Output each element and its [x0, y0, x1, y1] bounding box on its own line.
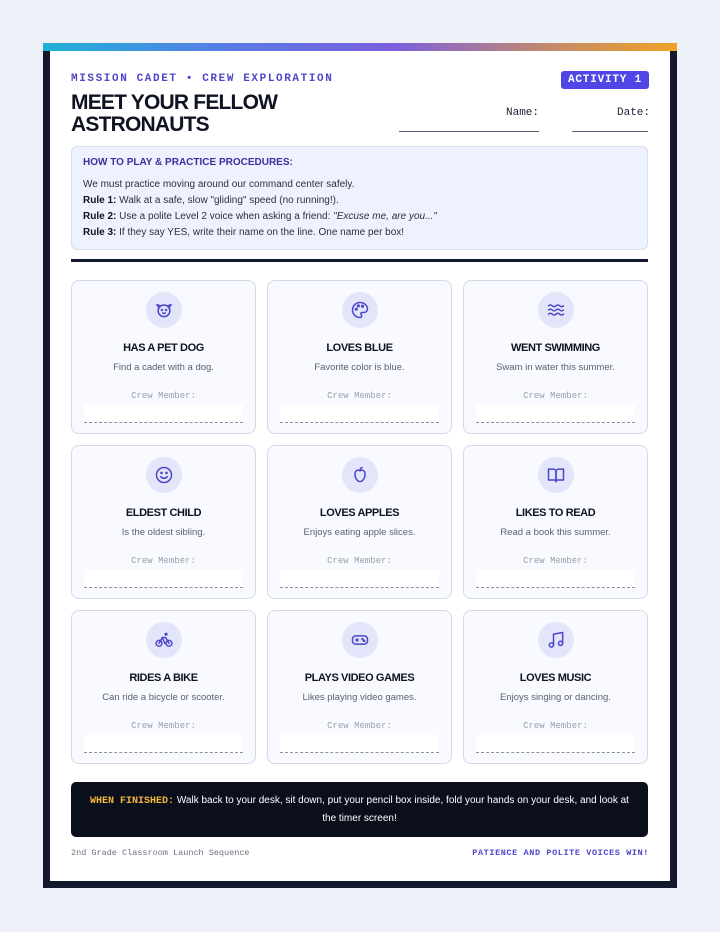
card-plays-video-games	[267, 610, 452, 764]
card-description: Favorite color is blue.	[314, 362, 405, 373]
eyebrow-label: MISSION CADET • CREW EXPLORATION	[71, 73, 334, 85]
crew-name-line[interactable]	[84, 570, 243, 588]
crew-name-line[interactable]	[280, 570, 439, 588]
bike-icon	[146, 622, 182, 658]
card-title: WENT SWIMMING	[511, 342, 600, 354]
rule-3	[83, 225, 636, 241]
card-description: Can ride a bicycle or scooter.	[102, 692, 225, 703]
rule-label: Rule 1:	[83, 195, 117, 206]
card-eldest-child	[71, 445, 256, 599]
activity-badge: ACTIVITY 1	[561, 71, 649, 89]
crew-member-label: Crew Member:	[131, 721, 196, 731]
when-finished-label: WHEN FINISHED:	[90, 796, 175, 807]
rule-label: Rule 2:	[83, 211, 117, 222]
rule-quote: "Excuse me, are you..."	[333, 211, 437, 222]
rule-text: Walk at a safe, slow "gliding" speed (no running!).	[116, 195, 339, 206]
card-title: LIKES TO READ	[515, 507, 596, 519]
instructions-box	[71, 146, 648, 250]
crew-name-line[interactable]	[280, 735, 439, 753]
smile-icon	[146, 457, 182, 493]
gradient-top-bar	[43, 43, 677, 51]
instructions-heading: HOW TO PLAY & PRACTICE PROCEDURES:	[83, 157, 293, 168]
page-title: MEET YOUR FELLOW ASTRONAUTS	[71, 91, 278, 136]
rule-text: If they say YES, write their name on the line. One name per box!	[116, 227, 405, 238]
when-finished-banner	[71, 782, 648, 837]
footer-left-text: 2nd Grade Classroom Launch Sequence	[71, 848, 250, 858]
crew-name-line[interactable]	[84, 735, 243, 753]
crew-member-label: Crew Member:	[327, 556, 392, 566]
rule-label: Rule 3:	[83, 227, 117, 238]
card-description: Enjoys eating apple slices.	[303, 527, 416, 538]
card-title: LOVES BLUE	[326, 342, 393, 354]
name-field[interactable]	[399, 131, 539, 132]
card-rides-a-bike	[71, 610, 256, 764]
book-icon	[538, 457, 574, 493]
crew-member-label: Crew Member:	[131, 391, 196, 401]
card-title: HAS A PET DOG	[123, 342, 204, 354]
card-description: Find a cadet with a dog.	[113, 362, 214, 373]
date-label: Date:	[617, 107, 651, 119]
crew-name-line[interactable]	[280, 405, 439, 423]
dog-icon	[146, 292, 182, 328]
waves-icon	[538, 292, 574, 328]
palette-icon	[342, 292, 378, 328]
crew-name-line[interactable]	[476, 570, 635, 588]
card-title: PLAYS VIDEO GAMES	[304, 672, 415, 684]
rule-text: Use a polite Level 2 voice when asking a friend:	[116, 211, 334, 222]
crew-member-label: Crew Member:	[523, 721, 588, 731]
music-icon	[538, 622, 574, 658]
footer-right-text: PATIENCE AND POLITE VOICES WIN!	[472, 848, 649, 858]
card-has-pet-dog	[71, 280, 256, 434]
card-title: LOVES MUSIC	[519, 672, 592, 684]
instructions-intro: We must practice moving around our command center safely.	[83, 179, 355, 190]
date-field[interactable]	[572, 131, 648, 132]
card-description: Swam in water this summer.	[496, 362, 615, 373]
crew-name-line[interactable]	[476, 405, 635, 423]
section-divider	[71, 259, 648, 262]
crew-name-line[interactable]	[476, 735, 635, 753]
worksheet	[43, 43, 677, 888]
name-label: Name:	[506, 107, 540, 119]
card-loves-apples	[267, 445, 452, 599]
when-finished-text: Walk back to your desk, sit down, put your pencil box inside, fold your hands on your desk, and look at the timer screen!	[174, 795, 629, 824]
crew-member-label: Crew Member:	[523, 391, 588, 401]
rule-1	[83, 193, 636, 209]
card-title: LOVES APPLES	[319, 507, 400, 519]
crew-name-line[interactable]	[84, 405, 243, 423]
card-loves-blue	[267, 280, 452, 434]
card-title: RIDES A BIKE	[129, 672, 198, 684]
crew-member-label: Crew Member:	[327, 721, 392, 731]
bingo-grid	[71, 280, 648, 764]
card-likes-to-read	[463, 445, 648, 599]
card-description: Likes playing video games.	[302, 692, 417, 703]
gamepad-icon	[342, 622, 378, 658]
crew-member-label: Crew Member:	[327, 391, 392, 401]
card-went-swimming	[463, 280, 648, 434]
card-title: ELDEST CHILD	[125, 507, 202, 519]
card-description: Read a book this summer.	[500, 527, 611, 538]
rule-2	[83, 209, 636, 225]
card-description: Is the oldest sibling.	[121, 527, 206, 538]
apple-icon	[342, 457, 378, 493]
crew-member-label: Crew Member:	[131, 556, 196, 566]
card-loves-music	[463, 610, 648, 764]
crew-member-label: Crew Member:	[523, 556, 588, 566]
card-description: Enjoys singing or dancing.	[500, 692, 611, 703]
